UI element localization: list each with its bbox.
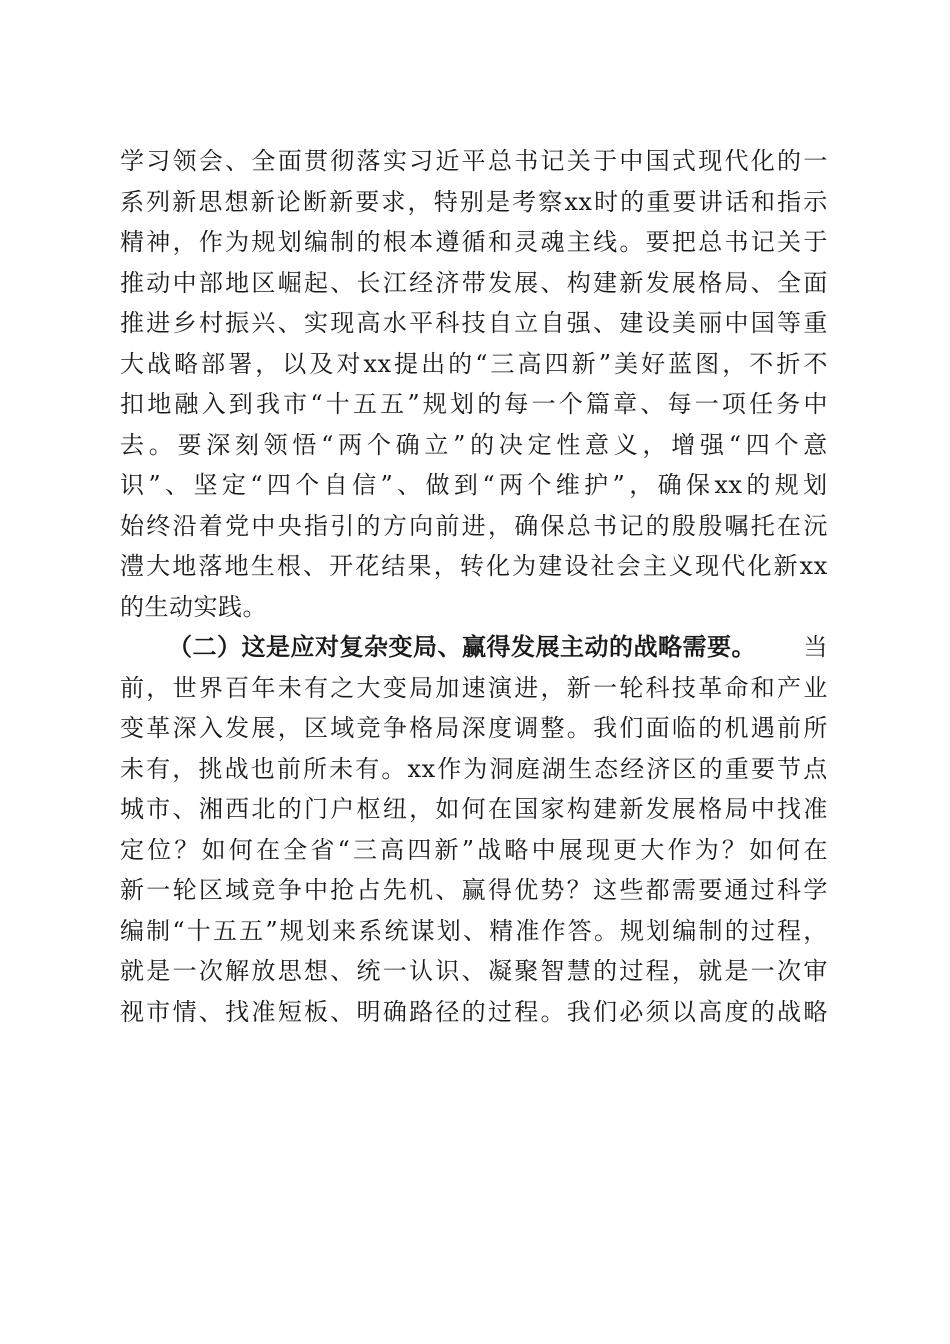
text-line: 未 有 ， 挑 战 也 前 所 未 有 。 xx 作 为 洞 庭 湖 生 态 经 济 区 的 重 要 节 点	[120, 754, 828, 783]
text-line: 推 动 中 部 地 区 崛 起 、 长 江 经 济 带 发 展 、 构 建 新 发 展 格 局 、 全 面	[120, 268, 828, 297]
text-line: 前 ， 世 界 百 年 未 有 之 大 变 局 加 速 演 进 ， 新 一 轮 科 技 革 命 和 产 业	[120, 673, 828, 702]
text-line: 定 位 ？ 如 何 在 全 省 “ 三 高 四 新 ” 战 略 中 展 现 更 大 作 为 ？ 如 何 在	[120, 835, 828, 864]
text-line: 视 市 情 、 找 准 短 板 、 明 确 路 径 的 过 程 。 我 们 必 须 以 高 度 的 战 略	[120, 997, 828, 1026]
text-line: 扣 地 融 入 到 我 市 “ 十 五 五 ” 规 划 的 每 一 个 篇 章 、 每 一 项 任 务 中	[120, 390, 828, 418]
text-line: 始 终 沿 着 党 中 央 指 引 的 方 向 前 进 ， 确 保 总 书 记 的 殷 殷 嘱 托 在 沅	[120, 511, 828, 540]
heading-line-tail: 当	[803, 633, 828, 661]
text-line: 变 革 深 入 发 展 ， 区 域 竞 争 格 局 深 度 调 整 。 我 们 面 临 的 机 遇 前 所	[120, 714, 828, 742]
text-line: 去 。 要 深 刻 领 悟 “ 两 个 确 立 ” 的 决 定 性 意 义 ， 增 强 “ 四 个 意	[120, 430, 828, 459]
document-page	[120, 141, 828, 1032]
paragraph-2	[120, 627, 828, 1032]
section-heading: （二）这是应对复杂变局、赢得发展主动的战略需要。	[168, 632, 756, 661]
paragraph-1	[120, 141, 828, 627]
section-heading-line	[120, 627, 828, 668]
text-line: 学 习 领 会 、 全 面 贯 彻 落 实 习 近 平 总 书 记 关 于 中 国 式 现 代 化 的 一	[120, 147, 828, 175]
text-line: 就 是 一 次 解 放 思 想 、 统 一 认 识 、 凝 聚 智 慧 的 过 程 ， 就 是 一 次 审	[120, 957, 828, 985]
text-line: 的生动实践。	[120, 592, 267, 621]
text-line: 精 神 ， 作 为 规 划 编 制 的 根 本 遵 循 和 灵 魂 主 线 。 要 把 总 书 记 关 于	[120, 228, 828, 256]
text-line: 大 战 略 部 署 ， 以 及 对 xx 提 出 的 “ 三 高 四 新 ” 美 好 蓝 图 ， 不 折 不	[120, 349, 828, 378]
text-line: 编 制 “ 十 五 五 ” 规 划 来 系 统 谋 划 、 精 准 作 答 。 规 划 编 制 的 过 程 ，	[120, 916, 828, 945]
text-line: 推 进 乡 村 振 兴 、 实 现 高 水 平 科 技 自 立 自 强 、 建 设 美 丽 中 国 等 重	[120, 309, 828, 337]
text-line: 城 市 、 湘 西 北 的 门 户 枢 纽 ， 如 何 在 国 家 构 建 新 发 展 格 局 中 找 准	[120, 795, 828, 823]
text-line: 系 列 新 思 想 新 论 断 新 要 求 ， 特 别 是 考 察 xx 时 的 重 要 讲 话 和 指 示	[120, 187, 828, 216]
text-line: 识 ” 、 坚 定 “ 四 个 自 信 ” 、 做 到 “ 两 个 维 护 ” ， 确 保 xx 的 规 划	[120, 471, 828, 499]
text-line: 新 一 轮 区 域 竞 争 中 抢 占 先 机 、 赢 得 优 势 ？ 这 些 都 需 要 通 过 科 学	[120, 876, 828, 904]
text-line: 澧 大 地 落 地 生 根 、 开 花 结 果 ， 转 化 为 建 设 社 会 主 义 现 代 化 新 xx	[120, 552, 828, 580]
